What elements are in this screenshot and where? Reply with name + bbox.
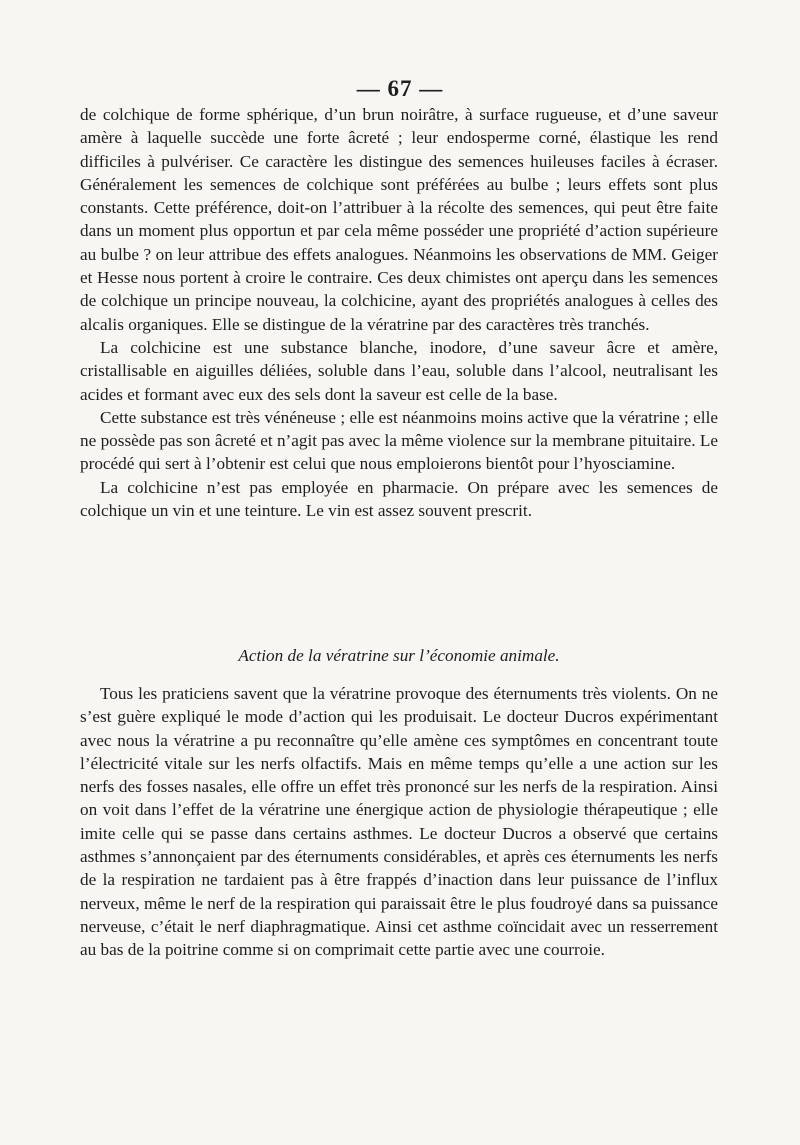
paragraph-veratrine-action: Tous les praticiens savent que la vératrine provoque des éternuments très violents. On ne s’est guère expliqué le mode d’action qui les produisait. Le docteur Ducros expérimentant avec nous la vératrine a pu reconnaître qu’elle amène ces symptômes en concentrant toute l’électricité vitale sur les nerfs olfactifs. Mais en même temps qu’elle a une action sur les nerfs des fosses nasales, elle offre un effet très prononcé sur les nerfs de la respiration. Ainsi on voit dans l’effet de la vératrine une énergique action de physiologie thérapeutique ; elle imite celle qui se passe dans certains asthmes. Le docteur Ducros a observé que certains asthmes s’annonçaient par des éternuments considérables, et après ces éternuments les nerfs de la respiration ne tardaient pas à être frappés d’inaction dans leur puissance de l’influx nerveux, même le nerf de la respiration qui paraissait être le plus foudroyé dans sa puissance nerveuse, c’était le nerf diaphragmatique. Ainsi cet asthme coïncidait avec un resserrement au bas de la poitrine comme si on comprimait cette partie avec une courroie. — [80, 684, 718, 960]
paragraph-colchicine-description: La colchicine est une substance blanche, inodore, d’une saveur âcre et amère, cristallisable en aiguilles déliées, soluble dans l’eau, soluble dans l’alcool, neutralisant les acides et formant avec eux des sels dont la saveur est celle de la base. — [80, 337, 718, 404]
section-heading: Action de la vératrine sur l’économie animale. — [238, 646, 560, 665]
body-text-lower — [80, 682, 718, 962]
page-number: — 67 — — [356, 76, 444, 101]
body-text-upper — [80, 103, 718, 522]
paragraph-continuation: de colchique de forme sphérique, d’un brun noirâtre, à surface rugueuse, et d’une saveur amère à laquelle succède une forte âcreté ; leur endosperme corné, élastique les rend difficiles à pulvériser. Ce caractère les distingue des semences huileuses faciles à écraser. Généralement les semences de colchique sont préférées au bulbe ; leurs effets sont plus constants. Cette préférence, doit-on l’attribuer à la récolte des semences, qui peut être faite dans un moment plus opportun et par cela même posséder une propriété d’action supérieure au bulbe ? on leur attribue des effets analogues. Néanmoins les observations de MM. Geiger et Hesse nous portent à croire le contraire. Ces deux chimistes ont aperçu dans les semences de colchique un principe nouveau, la colchicine, ayant des propriétés analogues à celles des alcalis organiques. Elle se distingue de la vératrine par des caractères très tranchés. — [80, 105, 718, 334]
paragraph-colchicine-pharmacy: La colchicine n’est pas employée en pharmacie. On prépare avec les semences de colchique un vin et une teinture. Le vin est assez souvent prescrit. — [80, 477, 718, 521]
paragraph-colchicine-toxicity: Cette substance est très vénéneuse ; elle est néanmoins moins active que la vératrine ; elle ne possède pas son âcreté et n’agit pas avec la même violence sur la membrane pituitaire. Le procédé qui sert à l’obtenir est celui que nous emploierons bientôt pour l’hyosciamine. — [80, 407, 718, 474]
